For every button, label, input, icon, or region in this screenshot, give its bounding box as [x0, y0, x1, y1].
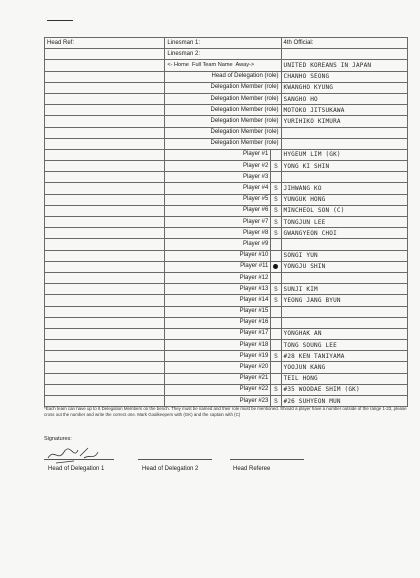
player-blank — [45, 351, 165, 362]
starter-mark — [271, 272, 281, 283]
player-name: YEONG JANG BYUN — [281, 295, 407, 306]
footer-head-delegation-2: Head of Delegation 2 — [142, 466, 199, 472]
starter-mark: S — [271, 205, 281, 216]
player-label: Player #8 — [165, 228, 271, 239]
player-name — [281, 306, 407, 317]
starter-mark: S — [271, 384, 281, 395]
player-label: Player #9 — [165, 239, 271, 250]
player-name: SONGI YUN — [281, 250, 407, 261]
player-blank — [45, 396, 165, 407]
official-name: KWANGHO KYUNG — [281, 82, 407, 93]
player-blank — [45, 239, 165, 250]
player-label: Player #12 — [165, 272, 271, 283]
official-blank — [45, 93, 165, 104]
player-row — [45, 362, 408, 373]
player-label: Player #19 — [165, 351, 271, 362]
player-name: HYGEUM LIM (GK) — [281, 149, 407, 160]
head-ref-value — [45, 49, 165, 60]
starter-mark — [271, 317, 281, 328]
player-label: Player #14 — [165, 295, 271, 306]
player-blank — [45, 295, 165, 306]
starter-mark: S — [271, 396, 281, 407]
sig-line-2 — [138, 459, 212, 460]
player-blank — [45, 340, 165, 351]
starter-mark: S — [271, 284, 281, 295]
linesman1-label: Linesman 1: — [165, 38, 281, 49]
player-name: YOOJUN KANG — [281, 362, 407, 373]
official-name: CHANHO SEONG — [281, 71, 407, 82]
official-role: Delegation Member (role) — [165, 105, 281, 116]
player-name: YONGHAK AN — [281, 328, 407, 339]
player-label: Player #7 — [165, 217, 271, 228]
home-arrow-label: <- Home — [167, 61, 189, 68]
starter-mark — [271, 340, 281, 351]
official-name: YURIHIKO KIMURA — [281, 116, 407, 127]
starter-mark — [271, 328, 281, 339]
fourth-official-label: 4th Official: — [281, 38, 407, 49]
starter-mark: S — [271, 228, 281, 239]
starter-mark — [271, 239, 281, 250]
player-name: YUNGUK HONG — [281, 194, 407, 205]
sig-line-3 — [230, 459, 304, 460]
player-blank — [45, 362, 165, 373]
player-row — [45, 373, 408, 384]
fourth-official-value — [281, 49, 407, 60]
starter-mark — [271, 306, 281, 317]
official-blank — [45, 127, 165, 138]
player-blank — [45, 161, 165, 172]
player-label: Player #11 — [165, 261, 271, 272]
official-blank — [45, 116, 165, 127]
player-label: Player #21 — [165, 373, 271, 384]
official-blank — [45, 138, 165, 149]
away-team-name: UNITED KOREANS IN JAPAN — [281, 60, 407, 71]
player-name: GWANGYEON CHOI — [281, 228, 407, 239]
player-row — [45, 183, 408, 194]
footer-head-referee: Head Referee — [233, 466, 271, 472]
player-label: Player #4 — [165, 183, 271, 194]
player-label: Player #2 — [165, 161, 271, 172]
starter-mark: S — [271, 351, 281, 362]
player-name: YONGJU SHIN — [281, 261, 407, 272]
player-label: Player #23 — [165, 396, 271, 407]
player-blank — [45, 328, 165, 339]
player-label: Player #1 — [165, 149, 271, 160]
player-blank — [45, 261, 165, 272]
footer-head-delegation-1: Head of Delegation 1 — [48, 466, 105, 472]
official-row — [45, 105, 408, 116]
player-label: Player #3 — [165, 172, 271, 183]
official-role: Head of Delegation (role) — [165, 71, 281, 82]
starter-mark — [271, 261, 281, 272]
player-row — [45, 217, 408, 228]
player-row — [45, 317, 408, 328]
player-row — [45, 396, 408, 407]
official-role: Delegation Member (role) — [165, 116, 281, 127]
player-row — [45, 172, 408, 183]
official-blank — [45, 105, 165, 116]
player-blank — [45, 272, 165, 283]
starter-mark: S — [271, 217, 281, 228]
player-label: Player #5 — [165, 194, 271, 205]
player-blank — [45, 205, 165, 216]
official-role: Delegation Member (role) — [165, 93, 281, 104]
official-row — [45, 93, 408, 104]
instructions-note: *Each team can have up to 6 Delegation Members on the bench. They must be named and their role must be mentioned. Should a player have a number outside of the range 1-23, please cross out the number and write the correct one. Mark Goalkeepers with (GK) and the captain with (C) — [44, 406, 407, 417]
player-row — [45, 149, 408, 160]
header-row-1 — [45, 38, 408, 49]
player-name — [281, 239, 407, 250]
player-name: SUNJI KIM — [281, 284, 407, 295]
official-row — [45, 82, 408, 93]
signature-scribble — [44, 444, 114, 466]
starter-mark — [271, 250, 281, 261]
player-blank — [45, 306, 165, 317]
signatures-label: Signatures: — [44, 436, 72, 442]
player-blank — [45, 250, 165, 261]
player-label: Player #20 — [165, 362, 271, 373]
player-row — [45, 228, 408, 239]
top-dash-mark — [47, 20, 73, 21]
team-name-row — [45, 60, 408, 71]
player-row — [45, 328, 408, 339]
official-name — [281, 138, 407, 149]
official-blank — [45, 71, 165, 82]
official-row — [45, 71, 408, 82]
player-label: Player #15 — [165, 306, 271, 317]
head-ref-label: Head Ref: — [45, 38, 165, 49]
player-name — [281, 172, 407, 183]
player-name: TONGJUN LEE — [281, 217, 407, 228]
full-team-name-label: Full Team Name — [192, 61, 233, 68]
player-blank — [45, 384, 165, 395]
player-blank — [45, 217, 165, 228]
player-row — [45, 384, 408, 395]
official-row — [45, 116, 408, 127]
player-blank — [45, 317, 165, 328]
player-row — [45, 306, 408, 317]
away-arrow-label: Away-> — [235, 61, 255, 68]
player-blank — [45, 183, 165, 194]
official-row — [45, 138, 408, 149]
player-row — [45, 161, 408, 172]
starter-mark: S — [271, 161, 281, 172]
starter-mark — [271, 362, 281, 373]
dot-mark-icon — [273, 264, 278, 269]
home-team-cell — [45, 60, 165, 71]
player-row — [45, 194, 408, 205]
official-role: Delegation Member (role) — [165, 138, 281, 149]
starter-mark: S — [271, 295, 281, 306]
player-blank — [45, 172, 165, 183]
player-name: #26 SUHYEON MUN — [281, 396, 407, 407]
player-row — [45, 351, 408, 362]
starter-mark — [271, 149, 281, 160]
starter-mark — [271, 373, 281, 384]
player-label: Player #18 — [165, 340, 271, 351]
player-name: MINCHEOL SON (C) — [281, 205, 407, 216]
official-blank — [45, 82, 165, 93]
player-name: TONG SOUNG LEE — [281, 340, 407, 351]
player-row — [45, 239, 408, 250]
player-label: Player #13 — [165, 284, 271, 295]
player-row — [45, 272, 408, 283]
player-name: JIHWANG KO — [281, 183, 407, 194]
player-name — [281, 317, 407, 328]
player-row — [45, 295, 408, 306]
player-name: YONG KI SHIN — [281, 161, 407, 172]
official-role: Delegation Member (role) — [165, 127, 281, 138]
player-blank — [45, 149, 165, 160]
starter-mark — [271, 172, 281, 183]
player-label: Player #6 — [165, 205, 271, 216]
team-name-label-cell — [165, 60, 281, 71]
player-row — [45, 261, 408, 272]
player-blank — [45, 284, 165, 295]
header-row-2 — [45, 49, 408, 60]
player-name: TEIL HONG — [281, 373, 407, 384]
player-label: Player #16 — [165, 317, 271, 328]
player-row — [45, 205, 408, 216]
player-name — [281, 272, 407, 283]
official-role: Delegation Member (role) — [165, 82, 281, 93]
starter-mark: S — [271, 183, 281, 194]
starter-mark: S — [271, 194, 281, 205]
player-label: Player #10 — [165, 250, 271, 261]
sig-line-1 — [44, 459, 114, 460]
player-name: #35 WOODAE SHIM (GK) — [281, 384, 407, 395]
player-blank — [45, 194, 165, 205]
official-name — [281, 127, 407, 138]
official-row — [45, 127, 408, 138]
official-name: SANGHO HO — [281, 93, 407, 104]
player-blank — [45, 373, 165, 384]
player-label: Player #22 — [165, 384, 271, 395]
player-row — [45, 340, 408, 351]
player-label: Player #17 — [165, 328, 271, 339]
official-name: MOTOKO JITSUKAWA — [281, 105, 407, 116]
player-row — [45, 284, 408, 295]
player-row — [45, 250, 408, 261]
player-name: #28 KEN TANIYAMA — [281, 351, 407, 362]
player-blank — [45, 228, 165, 239]
team-roster-table — [44, 37, 408, 407]
linesman2-label: Linesman 2: — [165, 49, 281, 60]
